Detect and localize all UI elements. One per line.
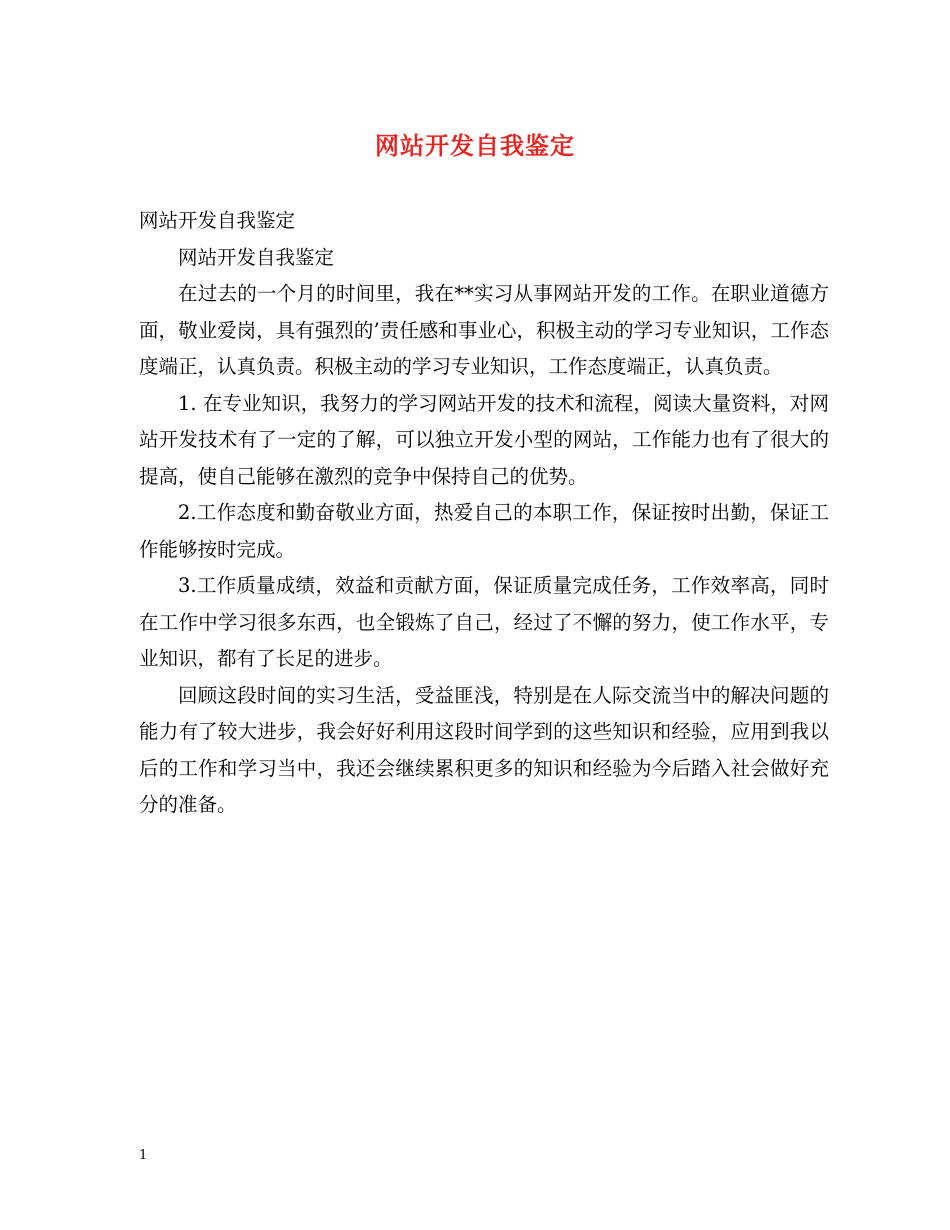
paragraph-item-3: 3.工作质量成绩，效益和贡献方面，保证质量完成任务，工作效率高，同时在工作中学习很多东西，也全锻炼了自己，经过了不懈的努力，使工作水平，专业知识，都有了长足的进步。 — [139, 574, 829, 670]
document-body — [139, 203, 829, 824]
subheading-line: 网站开发自我鉴定 — [178, 245, 335, 269]
page-number: 1 — [139, 1148, 148, 1163]
paragraph-conclusion: 回顾这段时间的实习生活，受益匪浅，特别是在人际交流当中的解决问题的能力有了较大进步，我会好好利用这段时间学到的这些知识和经验，应用到我以后的工作和学习当中，我还会继续累积更多的知识和经验为今后踏入社会做好充分的准备。 — [139, 683, 829, 816]
heading-line: 网站开发自我鉴定 — [139, 209, 296, 232]
paragraph-item-2: 2.工作态度和勤奋敬业方面，热爱自己的本职工作，保证按时出勤，保证工作能够按时完成。 — [139, 501, 829, 561]
paragraph-item-1: 1. 在专业知识，我努力的学习网站开发的技术和流程，阅读大量资料，对网站开发技术有了一定的了解，可以独立开发小型的网站，工作能力也有了很大的提高，使自己能够在激烈的竞争中保持自己的优势。 — [139, 391, 829, 488]
document-title: 网站开发自我鉴定 — [375, 131, 575, 160]
paragraph-intro: 在过去的一个月的时间里，我在**实习从事网站开发的工作。在职业道德方面，敬业爱岗，具有强烈的’责任感和事业心，积极主动的学习专业知识，工作态度端正，认真负责。积极主动的学习专业知识，工作态度端正，认真负责。 — [139, 282, 829, 378]
